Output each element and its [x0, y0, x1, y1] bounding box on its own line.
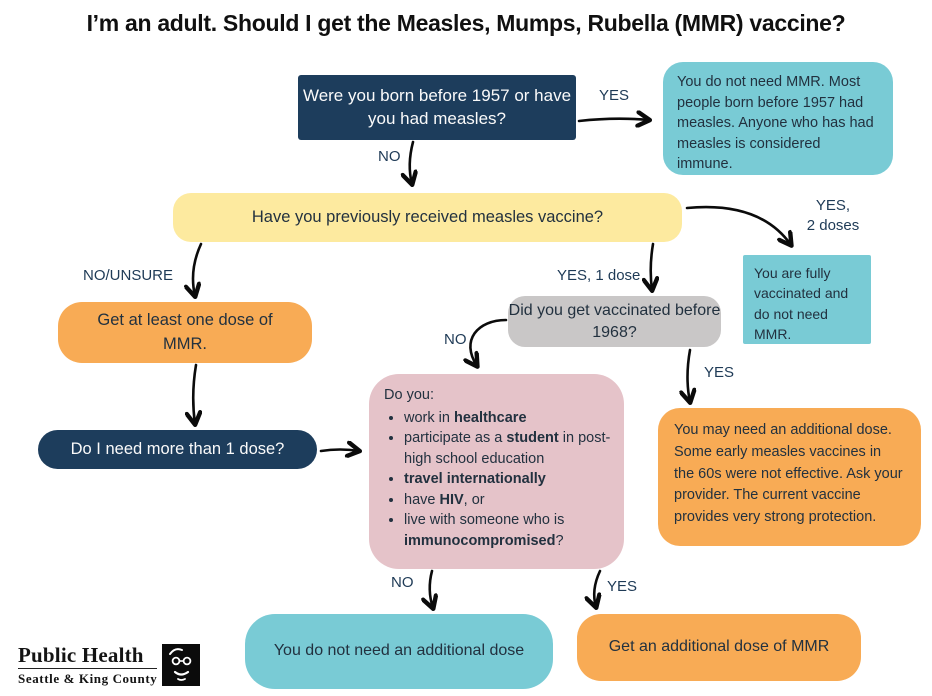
question-born-before-1957: Were you born before 1957 or have you had measles?: [298, 75, 576, 140]
result-may-need-additional: You may need an additional dose. Some early measles vaccines in the 60s were not effective. Ask your provider. The current vaccine provides very strong protection.: [658, 408, 921, 546]
label-no-unsure: NO/UNSURE: [83, 267, 174, 284]
question-more-than-one-dose: Do I need more than 1 dose?: [38, 430, 317, 469]
question-before-1968: Did you get vaccinated before 1968?: [508, 296, 721, 347]
action-get-additional-dose: Get an additional dose of MMR: [577, 614, 861, 681]
label-no-mid: NO: [444, 331, 467, 348]
label-no-bottom: NO: [391, 574, 414, 591]
arrow-risk-yes: [594, 571, 600, 607]
risk-checklist-list: [384, 408, 611, 552]
risk-checklist: [369, 374, 624, 569]
arrow-q1-yes: [579, 119, 649, 121]
arrow-q1-no: [410, 142, 413, 184]
arrow-risk-no: [430, 571, 433, 608]
risk-item-student: • participate as a student in post-high school education: [404, 428, 611, 469]
result-fully-vaccinated: You are fully vaccinated and do not need MMR.: [743, 255, 871, 344]
king-county-face-icon: [162, 644, 200, 686]
arrow-q3-yes: [688, 350, 691, 402]
action-get-one-dose: Get at least one dose of MMR.: [58, 302, 312, 363]
question-previously-received: Have you previously received measles vaccine?: [173, 193, 682, 242]
public-health-logo: [18, 644, 200, 687]
page-title: I’m an adult. Should I get the Measles, Mumps, Rubella (MMR) vaccine?: [86, 10, 846, 36]
risk-item-hiv: • have HIV, or: [404, 490, 611, 511]
label-yes-2-doses: YES, 2 doses: [806, 197, 860, 235]
label-yes-top: YES: [599, 87, 630, 104]
risk-item-immunocompromised: • live with someone who is immunocompromised?: [404, 510, 611, 551]
result-no-mmr-needed: You do not need MMR. Most people born before 1957 had measles. Anyone who has had measles is considered immune.: [663, 62, 893, 175]
risk-checklist-intro: Do you:: [384, 387, 434, 403]
logo-org-name: Public Health: [18, 644, 157, 669]
label-yes-mid: YES: [704, 364, 735, 381]
arrow-a1-down: [193, 365, 196, 424]
arrow-q4-right: [321, 450, 359, 452]
arrow-q3-no: [470, 320, 506, 366]
arrow-q2-nounsure: [193, 244, 201, 296]
result-no-additional-dose: You do not need an additional dose: [245, 614, 553, 689]
label-yes-1-dose: YES, 1 dose: [557, 267, 641, 284]
risk-item-travel: • travel internationally: [404, 469, 611, 490]
logo-org-subtitle: Seattle & King County: [18, 671, 158, 687]
arrow-q2-yes2doses: [687, 207, 791, 245]
risk-item-healthcare: • work in healthcare: [404, 408, 611, 429]
arrow-q2-yes1dose: [651, 244, 653, 290]
label-no-top: NO: [378, 148, 401, 165]
label-yes-bottom: YES: [607, 578, 638, 595]
